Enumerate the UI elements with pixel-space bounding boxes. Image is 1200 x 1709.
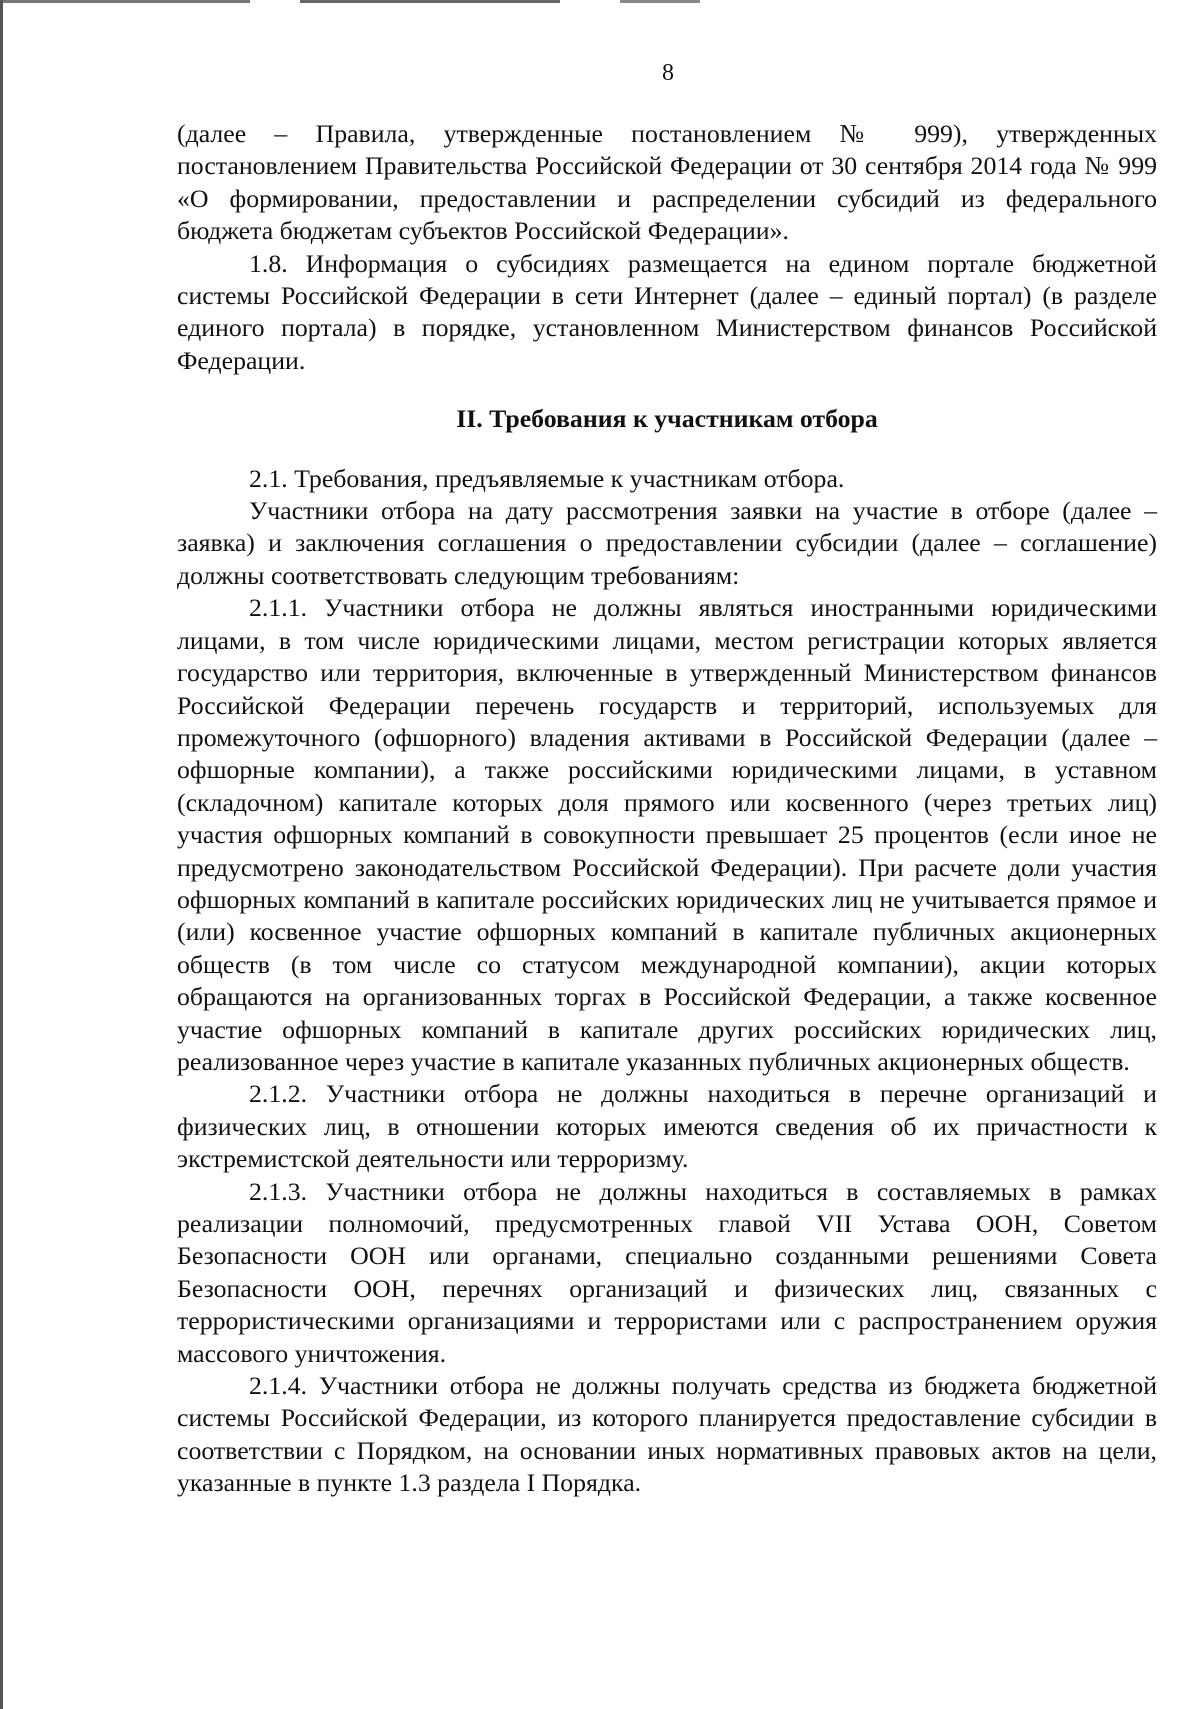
- paragraph-2-1-3: 2.1.3. Участники отбора не должны находиться в составляемых в рамках реализации полномочий, предусмотренных главой VII Устава ООН, Советом Безопасности ООН или органами, специально созданными решениями Совета Безопасности ООН, перечнях организаций и физических лиц, связанных с террористическими организациями и террористами или с распространением оружия массового уничтожения.: [177, 1176, 1157, 1368]
- scan-edge-top: [0, 0, 1200, 3]
- paragraph-1-8: 1.8. Информация о субсидиях размещается на едином портале бюджетной системы Российской Федерации в сети Интернет (далее – единый портал) (в разделе единого портала) в порядке, установленном Министерством финансов Российской Федерации.: [177, 248, 1157, 375]
- paragraph-2-1-4: 2.1.4. Участники отбора не должны получать средства из бюджета бюджетной системы Российской Федерации, из которого планируется предоставление субсидии в соответствии с Порядком, на основании иных нормативных правовых актов на цели, указанные в пункте 1.3 раздела I Порядка.: [177, 1371, 1157, 1498]
- scan-edge-left: [0, 0, 3, 1709]
- paragraph-2-1-2: 2.1.2. Участники отбора не должны находиться в перечне организаций и физических лиц, в отношении которых имеются сведения об их причастности к экстремистской деятельности или терроризму.: [177, 1079, 1157, 1174]
- paragraph-requirements-intro: Участники отбора на дату рассмотрения заявки на участие в отборе (далее – заявка) и заключения соглашения о предоставлении субсидии (далее – соглашение) должны соответствовать следующим требованиям:: [177, 496, 1157, 590]
- paragraph-2-1: 2.1. Требования, предъявляемые к участникам отбора.: [249, 463, 845, 493]
- section-heading: II. Требования к участникам отбора: [456, 404, 878, 434]
- page-number: 8: [662, 60, 674, 86]
- paragraph-2-1-1: 2.1.1. Участники отбора не должны являться иностранными юридическими лицами, в том числе юридическими лицами, местом регистрации которых является государство или территория, включенные в утвержденный Министерством финансов Российской Федерации перечень государств и территорий, используемых для промежуточного (офшорного) владения активами в Российской Федерации (далее – офшорные компании), а также российскими юридическими лицами, в уставном (складочном) капитале которых доля прямого или косвенного (через третьих лиц) участия офшорных компаний в совокупности превышает 25 процентов (если иное не предусмотрено законодательством Российской Федерации). При расчете доли участия офшорных компаний в капитале российских юридических лиц не учитывается прямое и (или) косвенное участие офшорных компаний в капитале публичных акционерных обществ (в том числе со статусом международной компании), акции которых обращаются на организованных торгах в Российской Федерации, а также косвенное участие офшорных компаний в капитале других российских юридических лиц, реализованное через участие в капитале указанных публичных акционерных обществ.: [177, 593, 1157, 1076]
- document-body: [177, 118, 1157, 1500]
- paragraph-continuation: (далее – Правила, утвержденные постановлением № 999), утвержденных постановлением Правительства Российской Федерации от 30 сентября 2014 года № 999 «О формировании, предоставлении и распределении субсидий из федерального бюджета бюджетам субъектов Российской Федерации».: [177, 119, 1157, 246]
